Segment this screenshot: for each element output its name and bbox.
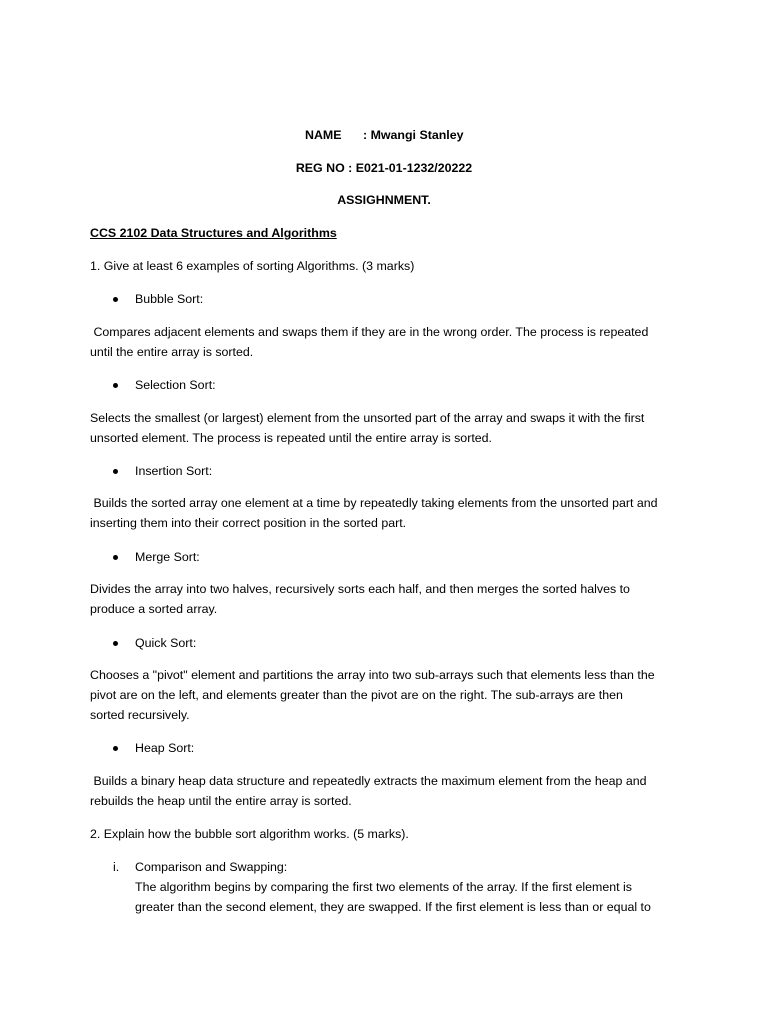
algorithm-desc-line: Builds the sorted array one element at a time by repeatedly taking elements from the unsorted part and [90,496,658,510]
algorithm-desc-line: Chooses a "pivot" element and partitions the array into two sub-arrays such that elements less than the [90,668,655,682]
bullet-icon [113,555,118,560]
bullet-icon [113,297,118,302]
algorithm-desc-line: sorted recursively. [90,708,190,722]
bullet-icon [113,383,118,388]
bullet-icon [113,641,118,646]
algorithm-desc-line: pivot are on the left, and elements greater than the pivot are on the right. The sub-arrays are then [90,688,623,702]
bullet-icon [113,746,118,751]
reg-no: REG NO : E021-01-1232/20222 [295,161,473,175]
algorithm-desc-line: until the entire array is sorted. [90,345,254,359]
algorithm-desc-line: inserting them into their correct position in the sorted part. [90,516,407,530]
step-desc-line: greater than the second element, they are swapped. If the first element is less than or equal to [135,900,651,914]
algorithm-desc-line: Divides the array into two halves, recursively sorts each half, and then merges the sorted halves to [90,582,630,596]
algorithm-name-merge: Merge Sort: [135,550,200,564]
algorithm-desc-line: produce a sorted array. [90,602,218,616]
algorithm-name-insertion: Insertion Sort: [135,464,213,478]
algorithm-desc-line: rebuilds the heap until the entire array is sorted. [90,794,352,808]
assignment-title: ASSIGHNMENT. [337,193,431,207]
algorithm-name-selection: Selection Sort: [135,378,216,392]
algorithm-desc-line: Compares adjacent elements and swaps them if they are in the wrong order. The process is repeated [90,325,649,339]
step-title: Comparison and Swapping: [135,860,288,874]
bullet-icon [113,469,118,474]
algorithm-name-quick: Quick Sort: [135,636,197,650]
algorithm-desc-line: unsorted element. The process is repeated until the entire array is sorted. [90,431,492,445]
algorithm-desc-line: Builds a binary heap data structure and repeatedly extracts the maximum element from the heap and [90,774,647,788]
question-1: 1. Give at least 6 examples of sorting Algorithms. (3 marks) [90,259,415,273]
name-label: NAME [305,128,342,142]
name-value: : Mwangi Stanley [363,128,464,142]
algorithm-name-bubble: Bubble Sort: [135,292,204,306]
step-desc-line: The algorithm begins by comparing the first two elements of the array. If the first element is [135,880,632,894]
course-title: CCS 2102 Data Structures and Algorithms [90,226,337,240]
algorithm-desc-line: Selects the smallest (or largest) element from the unsorted part of the array and swaps it with the first [90,411,645,425]
algorithm-name-heap: Heap Sort: [135,741,195,755]
question-2: 2. Explain how the bubble sort algorithm works. (5 marks). [90,827,409,841]
step-numeral: i. [113,860,120,874]
